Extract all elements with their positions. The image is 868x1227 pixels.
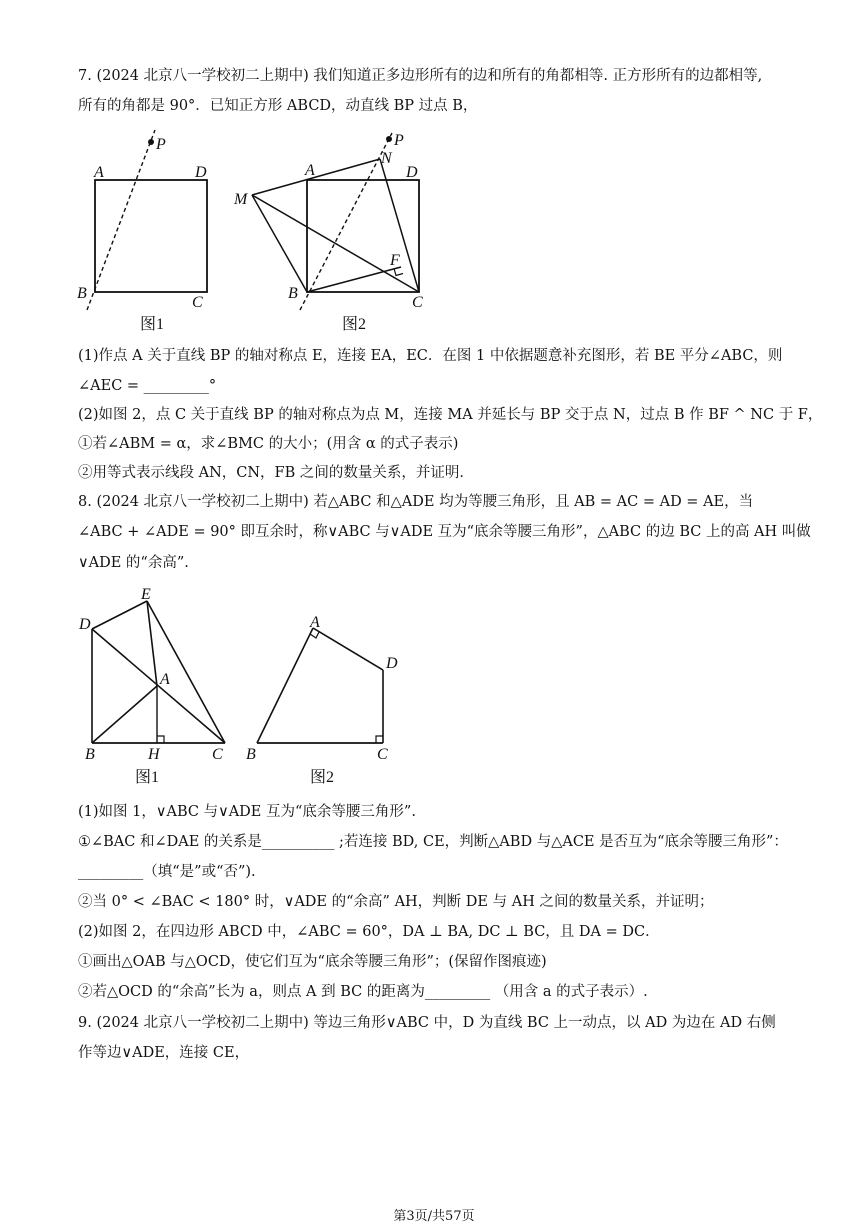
q7-part1-line2: ∠AEC = _________°: [78, 378, 217, 394]
segment-ec: [147, 601, 225, 743]
q7-figure-2: [230, 125, 435, 340]
square-abcd: [95, 180, 207, 292]
label-p: P: [156, 136, 166, 153]
label-d-4: D: [386, 655, 398, 672]
segment-ea: [147, 601, 157, 686]
q8-line-2: ∠ABC + ∠ADE = 90° 即互余时，称∨ABC 与∨ADE 互为“底余等腰三角形”，△ABC 的边 BC 上的高 AH 叫做: [78, 524, 811, 540]
q7-fig1-caption: 图1: [140, 316, 165, 333]
label-p-2: P: [394, 132, 404, 149]
q8-part1-item2: ②当 0° < ∠BAC < 180° 时，∨ADE 的“余高” AH，判断 DE 与 AH 之间的数量关系，并证明；: [78, 894, 714, 910]
q8-part1-line1: (1)如图 1，∨ABC 与∨ADE 互为“底余等腰三角形”.: [78, 804, 416, 820]
q7-part2-item2: ②用等式表示线段 AN，CN，FB 之间的数量关系，并证明．: [78, 465, 474, 481]
label-h: H: [148, 746, 160, 763]
label-f: F: [390, 252, 400, 269]
q8-figure-2: [240, 583, 410, 788]
label-d-2: D: [406, 164, 418, 181]
q8-part1-item1a: ①∠BAC 和∠DAE 的关系是__________ ;若连接 BD, CE，判断△ABD 与△ACE 是否互为“底余等腰三角形”：: [78, 834, 788, 850]
label-a-4: A: [310, 614, 320, 631]
right-angle-f: [394, 269, 403, 276]
label-a-2: A: [305, 162, 315, 179]
line-bp-2: [300, 133, 392, 310]
point-p-2: [386, 136, 392, 142]
label-a-3: A: [160, 671, 170, 688]
q8-fig2-caption: 图2: [310, 769, 335, 786]
q8-part2-item1: ①画出△OAB 与△OCD，使它们互为“底余等腰三角形”；(保留作图痕迹): [78, 954, 547, 970]
page-footer: 第3页/共57页: [393, 1209, 475, 1224]
label-c-2: C: [412, 294, 423, 311]
q7-line-1: 7. (2024 北京八一学校初二上期中) 我们知道正多边形所有的边和所有的角都相等. 正方形所有的边都相等,: [78, 68, 763, 84]
q9-line-1: 9. (2024 北京八一学校初二上期中) 等边三角形∨ABC 中，D 为直线 BC 上一动点，以 AD 为边在 AD 右侧: [78, 1015, 776, 1031]
label-b: B: [77, 285, 87, 302]
segment-ba-2: [257, 628, 313, 743]
q8-part2-item2: ②若△OCD 的“余高”长为 a，则点 A 到 BC 的距离为_________ （用含 a 的式子表示）.: [78, 984, 648, 1000]
q8-fig1-caption: 图1: [135, 769, 160, 786]
segment-mn: [252, 159, 380, 195]
line-bp: [87, 130, 155, 310]
label-b-4: B: [246, 746, 256, 763]
q8-figure-1: [75, 583, 245, 788]
label-b-3: B: [85, 746, 95, 763]
q9-line-2: 作等边∨ADE，连接 CE，: [78, 1045, 250, 1061]
q7-figure-1: [75, 125, 225, 340]
label-c: C: [192, 294, 203, 311]
q7-part2-item1: ①若∠ABM = α，求∠BMC 的大小；(用含 α 的式子表示): [78, 436, 459, 452]
label-d: D: [195, 164, 207, 181]
q8-line-1: 8. (2024 北京八一学校初二上期中) 若△ABC 和△ADE 均为等腰三角形，且 AB = AC = AD = AE，当: [78, 494, 754, 510]
q7-fig2-caption: 图2: [342, 316, 367, 333]
q7-part1-line1: (1)作点 A 关于直线 BP 的轴对称点 E，连接 EA，EC．在图 1 中依据题意补充图形，若 BE 平分∠ABC，则: [78, 348, 783, 364]
label-c-4: C: [377, 746, 388, 763]
q8-part2-line1: (2)如图 2，在四边形 ABCD 中，∠ABC = 60°，DA ⊥ BA, DC ⊥ BC，且 DA = DC．: [78, 924, 660, 940]
q7-part2-line1: (2)如图 2，点 C 关于直线 BP 的轴对称点为点 M，连接 MA 并延长与 BP 交于点 N，过点 B 作 BF ^ NC 于 F，: [78, 407, 823, 423]
label-n: N: [381, 150, 392, 167]
segment-mc: [252, 195, 419, 292]
right-angle-c: [376, 736, 383, 743]
q8-part1-item1b: _________（填“是”或“否”).: [78, 864, 256, 880]
segment-ad: [313, 628, 383, 670]
label-b-2: B: [288, 285, 298, 302]
segment-ba: [92, 686, 157, 743]
segment-mb: [252, 195, 307, 292]
point-p: [148, 139, 154, 145]
q8-line-3: ∨ADE 的“余高”.: [78, 555, 189, 571]
label-d-3: D: [79, 616, 91, 633]
label-m: M: [234, 191, 248, 208]
label-c-3: C: [212, 746, 223, 763]
label-a: A: [94, 164, 104, 181]
segment-de: [92, 601, 147, 629]
right-angle-h: [157, 736, 164, 743]
q7-line-2: 所有的角都是 90°．已知正方形 ABCD，动直线 BP 过点 B，: [78, 98, 478, 114]
label-e: E: [141, 586, 151, 603]
